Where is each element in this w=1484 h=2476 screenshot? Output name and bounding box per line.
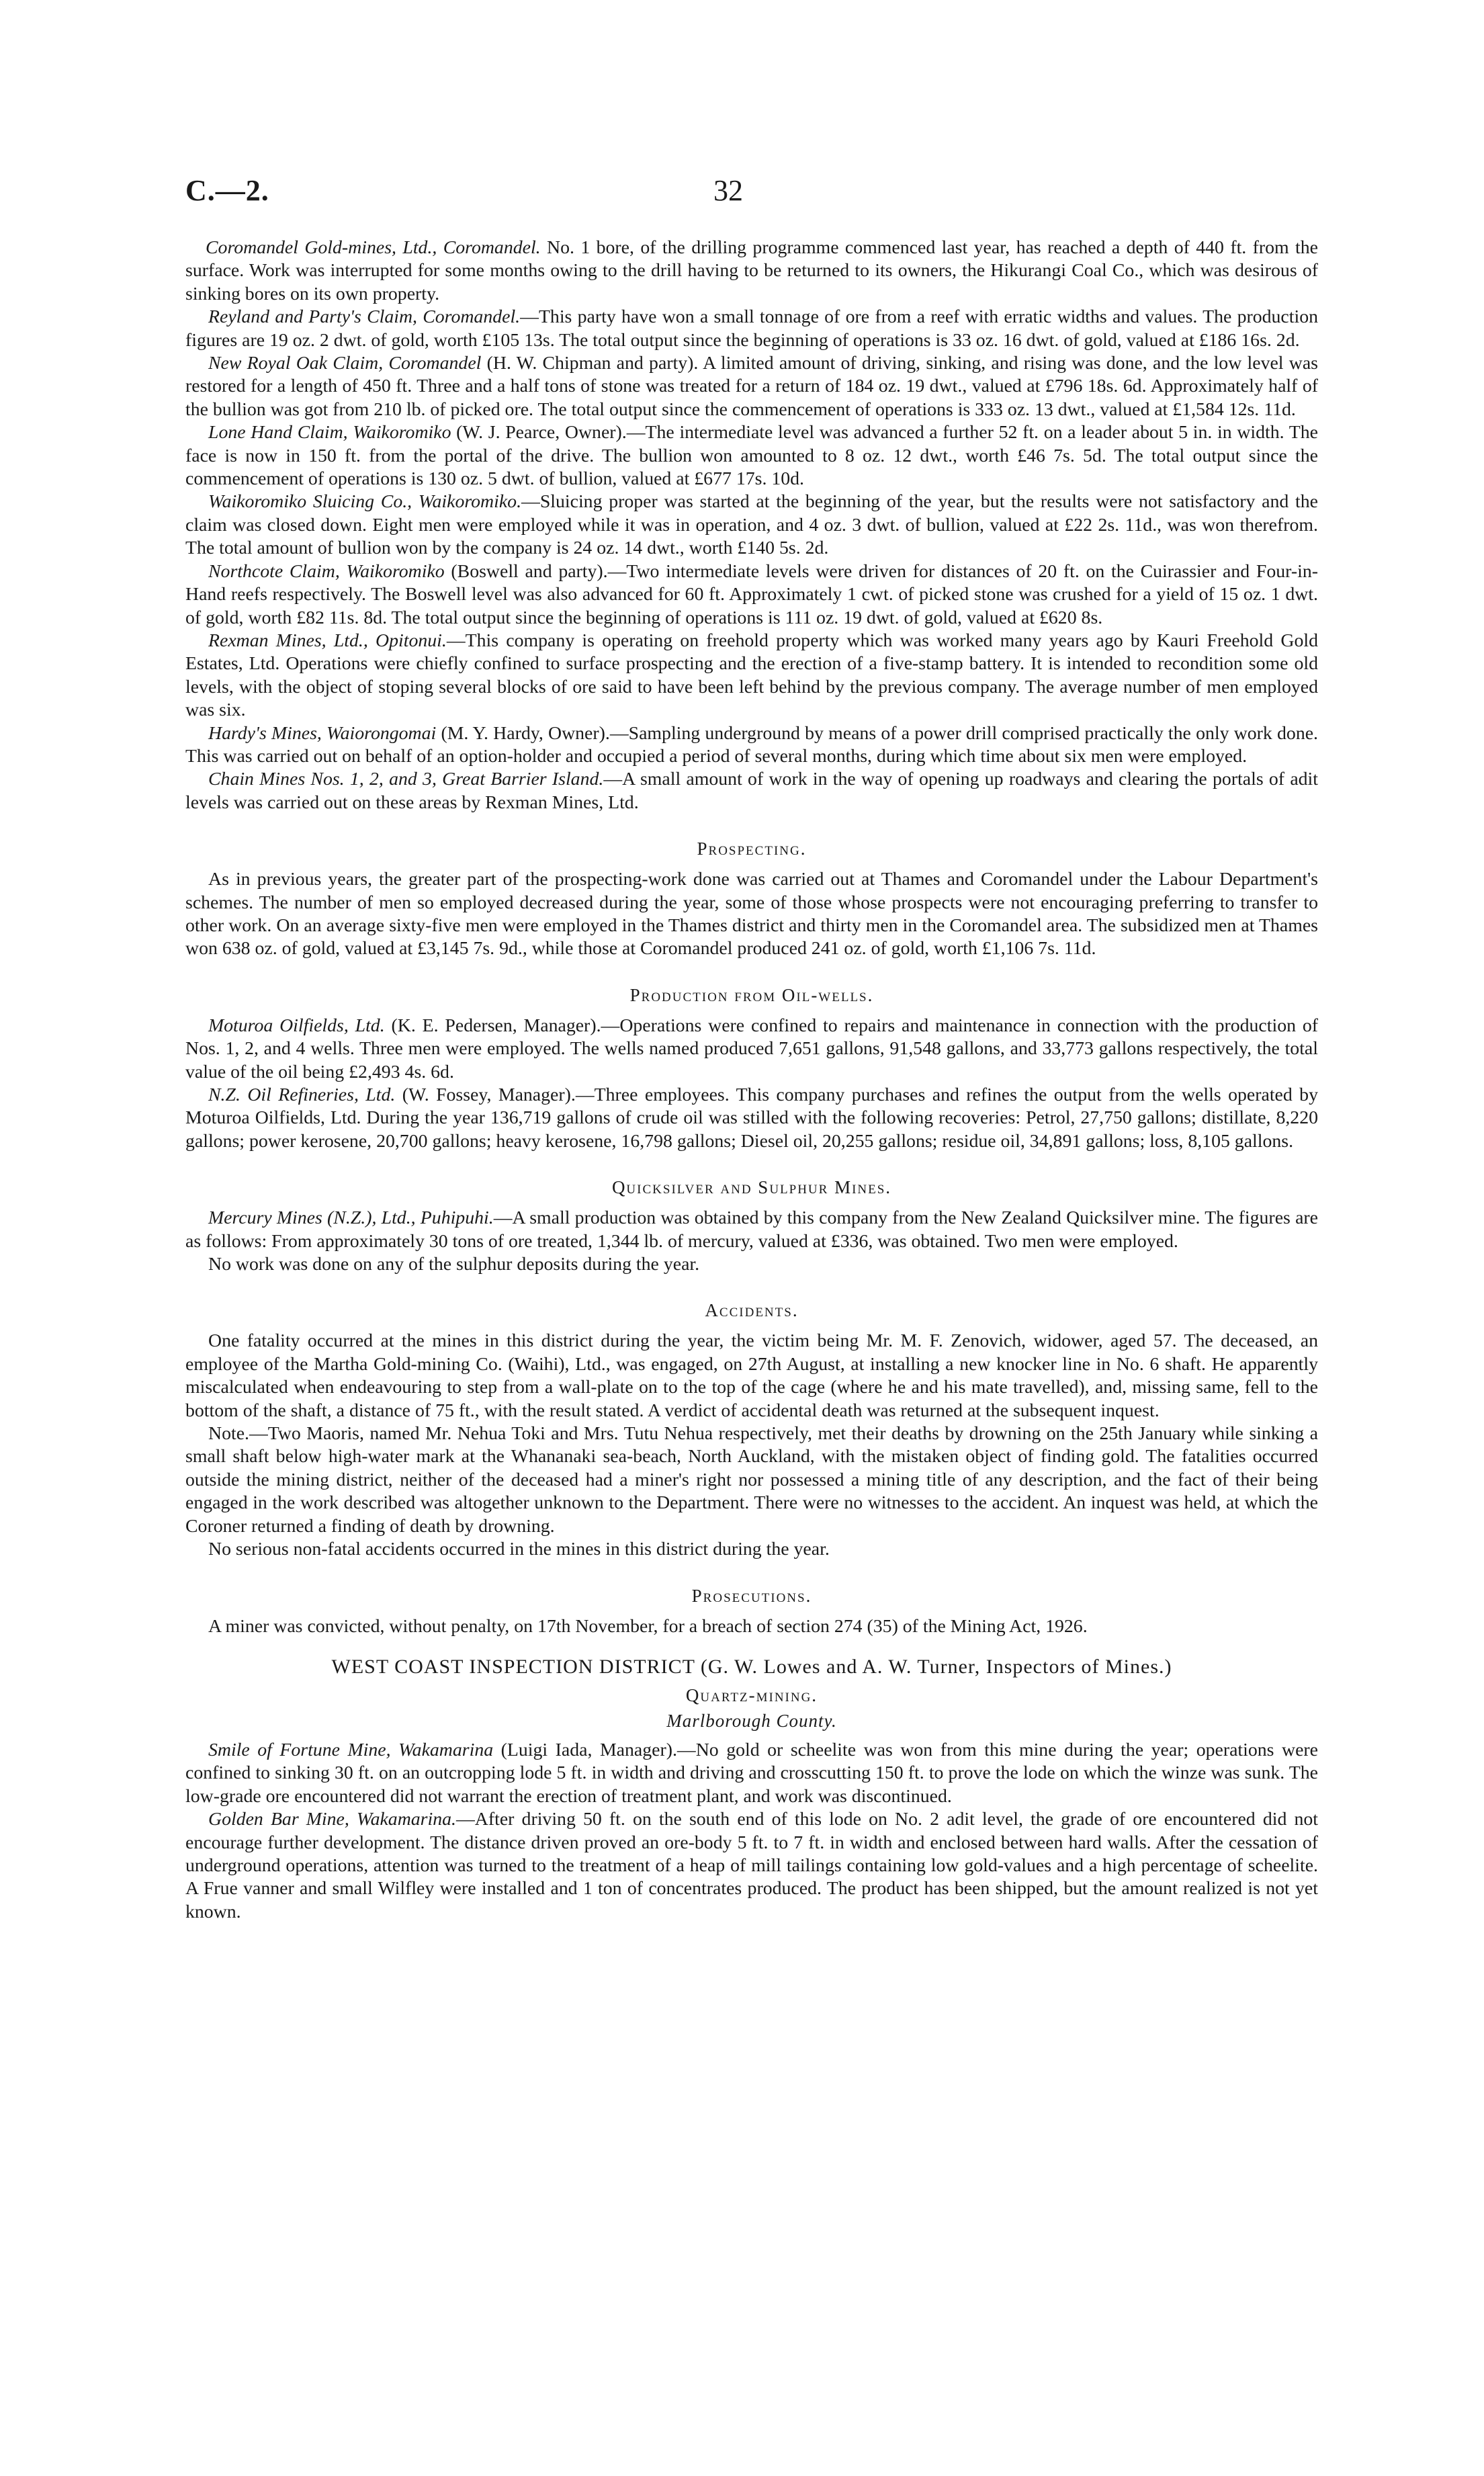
section-heading-prospecting: Prospecting. [697, 839, 807, 859]
paragraph-reyland-claim: Reyland and Party's Claim, Coromandel.—This party have won a small tonnage of ore from a reef with erratic widths and values. The production figures are 19 oz. 2 dwt. of gold, worth £105 13s. The total output since the beginning of operations is 33 oz. 16 dwt. of gold, valued at £186 16s. 2d. [185, 306, 1318, 351]
paragraph-non-fatal: No serious non-fatal accidents occurred in the mines in this district during the year. [208, 1539, 830, 1560]
paragraph-nz-oil-refineries: N.Z. Oil Refineries, Ltd. (W. Fossey, Manager).—Three employees. This company purchases and refines the output from the wells operated by Moturoa Oilfields, Ltd. During the year 136,719 gallons of crude oil was stilled with the following recoveries: Petrol, 27,750 gallons; distillate, 8,220 gallons; power kerosene, 20,700 gallons; heavy kerosene, 16,798 gallons; Diesel oil, 20,255 gallons; residue oil, 34,891 gallons; loss, 8,105 gallons. [185, 1084, 1318, 1152]
paragraph-golden-bar: Golden Bar Mine, Wakamarina.—After driving 50 ft. on the south end of this lode on No. 2 adit level, the grade of ore encountered did not encourage further development. The distance driven proved an ore-body 5 ft. to 7 ft. in width and enclosed between hard walls. After the cessation of underground operations, attention was turned to the treatment of a heap of mill tailings containing low gold-values and a high percentage of scheelite. A Frue vanner and small Wilfley were installed and 1 ton of concentrates produced. The product has been shipped, but the amount realized is not yet known. [185, 1809, 1318, 1922]
paragraph-smile-of-fortune: Smile of Fortune Mine, Wakamarina (Luigi Iada, Manager).—No gold or scheelite was won from this mine during the year; operations were confined to sinking 30 ft. on an outcropping lode 5 ft. in width and driving and crosscutting 150 ft. to prove the lode on which the winze was sunk. The low-grade ore encountered did not warrant the erection of treatment plant, and work was discontinued. [185, 1739, 1319, 1807]
report-reference: C.—2. [185, 174, 269, 207]
section-heading-quicksilver: Quicksilver and Sulphur Mines. [611, 1177, 892, 1198]
section-heading-accidents: Accidents. [705, 1300, 799, 1321]
paragraph-chain-mines: Chain Mines Nos. 1, 2, and 3, Great Barrier Island.—A small amount of work in the way of opening up roadways and clearing the portals of adit levels was carried out on these areas by Rexman Mines, Ltd. [185, 769, 1319, 813]
paragraph-prospecting: As in previous years, the greater part of the prospecting-work done was carried out at Thames and Coromandel under the Labour Department's schemes. The number of men so employed decreased during the year, some of those whose prospects were not encouraging preferring to transfer to other work. On an average sixty-five men were employed in the Thames district and thirty men in the Coromandel area. The subsidized men at Thames won 638 oz. of gold, valued at £3,145 7s. 9d., while those at Coromandel produced 241 oz. of gold, worth £1,106 7s. 11d. [185, 869, 1318, 959]
district-heading-west-coast: WEST COAST INSPECTION DISTRICT (G. W. Lowes and A. W. Turner, Inspectors of Mines.) [331, 1655, 1172, 1678]
page-number: 32 [713, 174, 743, 207]
paragraph-sulphur: No work was done on any of the sulphur deposits during the year. [208, 1254, 700, 1275]
paragraph-note-drowning: Note.—Two Maoris, named Mr. Nehua Toki and Mrs. Tutu Nehua respectively, met their deaths by drowning on the 25th January while sinking a small shaft below high-water mark at the Whananaki sea-beach, North Auckland, with the mistaken object of finding gold. The fatalities occurred outside the mining district, neither of the deceased had a miner's right nor possessed a mining title of any description, and the fact of their being engaged in the work described was altogether unknown to the Department. There were no witnesses to the accident. An inquest was held, at which the Coroner returned a finding of death by drowning. [185, 1423, 1318, 1537]
paragraph-new-royal-oak: New Royal Oak Claim, Coromandel (H. W. Chipman and party). A limited amount of driving, sinking, and rising was done, and the low level was restored for a length of 450 ft. Three and a half tons of stone was treated for a return of 184 oz. 19 dwt., valued at £796 18s. 6d. Approximately half of the bullion was got from 210 lb. of picked ore. The total output since the commencement of operations is 333 oz. 13 dwt., valued at £1,584 12s. 11d. [185, 353, 1318, 420]
paragraph-northcote-claim: Northcote Claim, Waikoromiko (Boswell and party).—Two intermediate levels were driven for distances of 20 ft. on the Cuirassier and Four-in-Hand reefs respectively. The Boswell level was also advanced for 60 ft. Approximately 1 cwt. of picked stone was crushed for a yield of 15 oz. 1 dwt. of gold, worth £82 11s. 8d. The total output since the beginning of operations is 111 oz. 19 dwt. of gold, valued at £620 8s. [185, 560, 1318, 628]
section-heading-oil-wells: Production from Oil-wells. [629, 984, 874, 1005]
paragraph-mercury-mines: Mercury Mines (N.Z.), Ltd., Puhipuhi.—A small production was obtained by this company from the New Zealand Quicksilver mine. The figures are as follows: From approximately 30 tons of ore treated, 1,344 lb. of mercury, valued at £336, was obtained. Two men were employed. [185, 1207, 1318, 1252]
paragraph-lone-hand: Lone Hand Claim, Waikoromiko (W. J. Pearce, Owner).—The intermediate level was advanced a further 52 ft. on a leader about 5 in. in width. The face is now in 150 ft. from the portal of the drive. The bullion won amounted to 8 oz. 12 dwt., worth £46 7s. 5d. The total output since the commencement of operations is 130 oz. 5 dwt. of bullion, valued at £677 17s. 10d. [185, 422, 1318, 490]
subheading-marlborough-county: Marlborough County. [666, 1710, 837, 1731]
paragraph-moturoa-oilfields: Moturoa Oilfields, Ltd. (K. E. Pedersen, Manager).—Operations were confined to repairs and maintenance in connection with the production of Nos. 1, 2, and 4 wells. Three men were employed. The wells named produced 7,651 gallons, 91,548 gallons, and 33,773 gallons respectively, the total value of the oil being £2,493 4s. 6d. [185, 1015, 1318, 1082]
section-heading-prosecutions: Prosecutions. [691, 1585, 812, 1606]
paragraph-prosecutions: A miner was convicted, without penalty, on 17th November, for a breach of section 274 (35) of the Mining Act, 1926. [208, 1615, 1088, 1637]
paragraph-waikoromiko-sluicing: Waikoromiko Sluicing Co., Waikoromiko.—Sluicing proper was started at the beginning of the year, but the results were not satisfactory and the claim was closed down. Eight men were employed while it was in operation, and 4 oz. 3 dwt. of bullion, valued at £22 2s. 11d., was won therefrom. The total amount of bullion won by the company is 24 oz. 14 dwt., worth £140 5s. 2d. [185, 491, 1318, 559]
subheading-quartz-mining: Quartz-mining. [685, 1684, 818, 1705]
document-body [185, 237, 1318, 1924]
paragraph-hardys-mines: Hardy's Mines, Waiorongomai (M. Y. Hardy, Owner).—Sampling underground by means of a power drill comprised practically the only work done. This was carried out on behalf of an option-holder and occupied a period of several months, during which time about six men were employed. [185, 722, 1319, 767]
paragraph-fatality: One fatality occurred at the mines in this district during the year, the victim being Mr. M. F. Zenovich, widower, aged 57. The deceased, an employee of the Martha Gold-mining Co. (Waihi), Ltd., was engaged, on 27th August, at installing a new knocker line in No. 6 shaft. He apparently miscalculated when endeavouring to step from a wall-plate on to the top of the cage (where he and his mate travelled), and, missing same, fell to the bottom of the shaft, a distance of 75 ft., with the result stated. A verdict of accidental death was returned at the subsequent inquest. [185, 1330, 1318, 1421]
paragraph-rexman-mines: Rexman Mines, Ltd., Opitonui.—This company is operating on freehold property which was worked many years ago by Kauri Freehold Gold Estates, Ltd. Operations were chiefly confined to surface prospecting and the erection of a five-stamp battery. It is intended to recondition some old levels, with the object of stoping several blocks of ore said to have been left behind by the previous company. The average number of men employed was six. [185, 630, 1318, 721]
paragraph-coromandel-gold-mines: Coromandel Gold-mines, Ltd., Coromandel. No. 1 bore, of the drilling programme commenced last year, has reached a depth of 440 ft. from the surface. Work was interrupted for some months owing to the drill having to be returned to its owners, the Hikurangi Coal Co., which was desirous of sinking bores on its own property. [185, 237, 1319, 304]
